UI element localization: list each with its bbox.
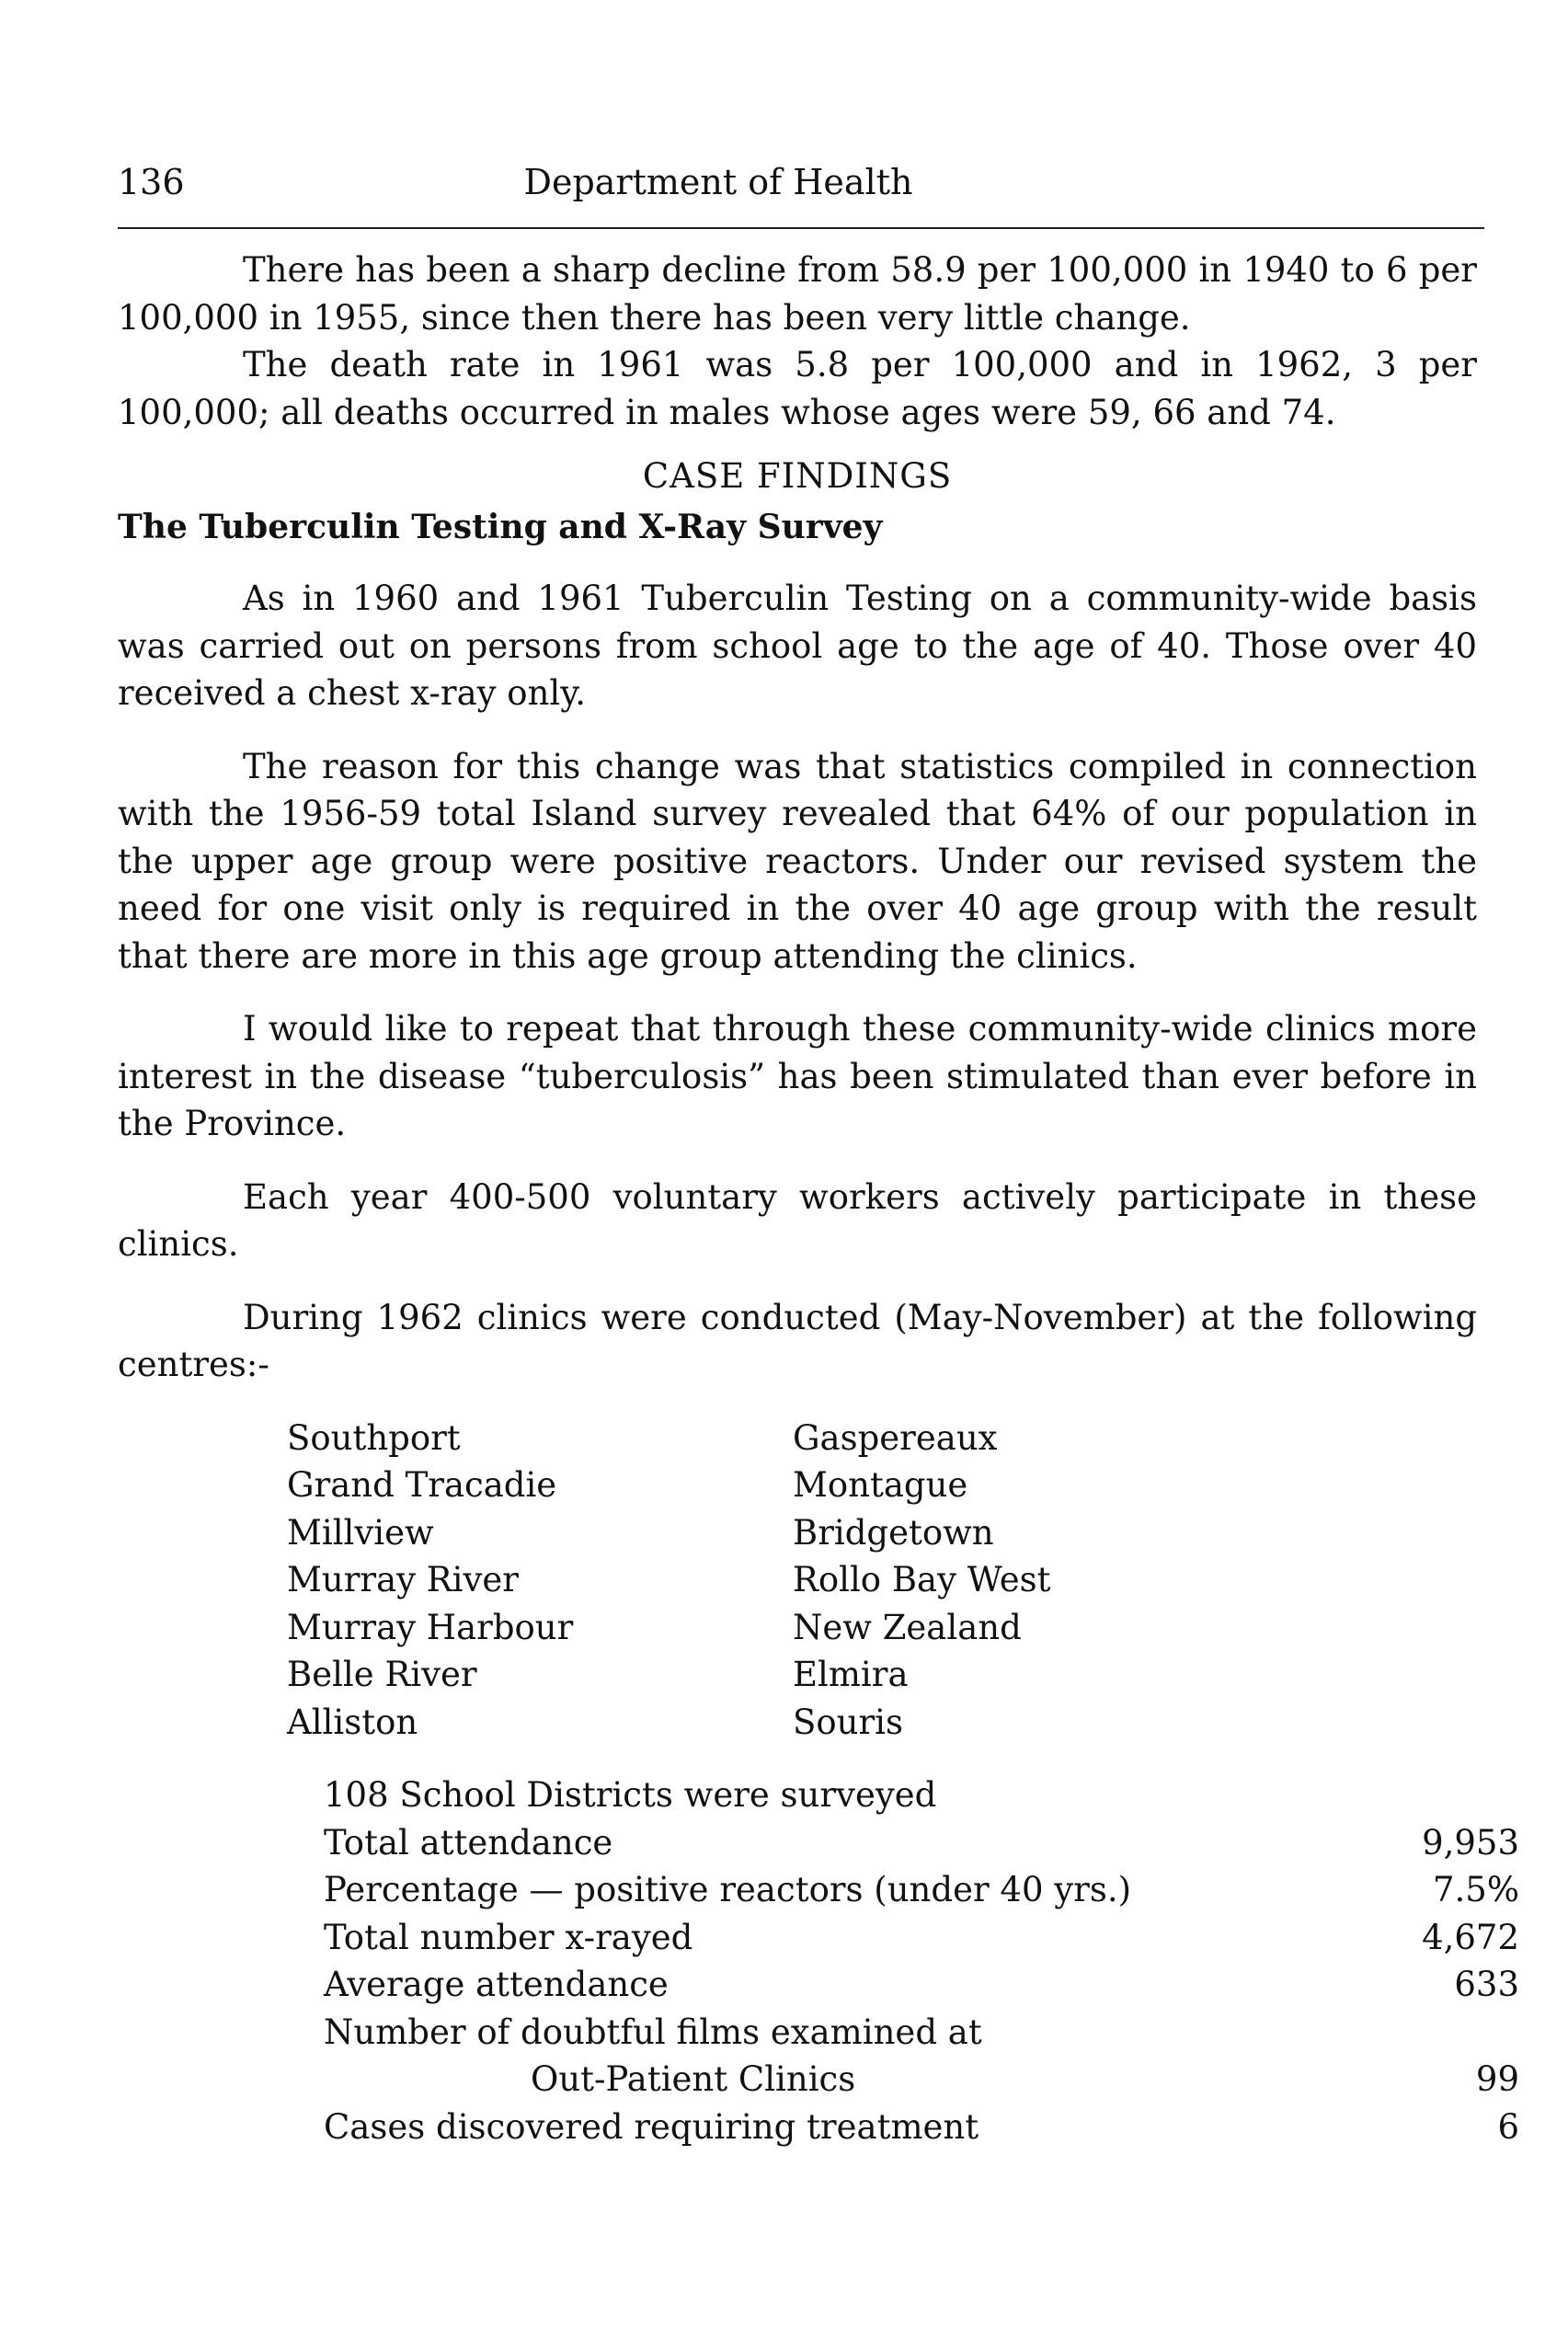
stat-value: 4,672 [1422,1917,1519,1957]
stat-label: Total attendance [324,1822,613,1863]
survey-statistics [324,1771,1519,2150]
centre-item: Elmira [793,1655,909,1694]
page-number: 136 [118,162,185,202]
running-title: Department of Health [523,162,913,202]
stat-value: 7.5% [1433,1870,1519,1909]
centre-item: Gaspereaux [793,1417,998,1458]
paragraph: During 1962 clinics were conducted (May-November) at the following centres:- [118,1297,1477,1384]
centre-item: Grand Tracadie [287,1465,557,1505]
centres-right-column [793,1415,1253,1747]
stat-row [324,1819,1519,1867]
stat-row [324,2009,1519,2057]
stat-value: 633 [1454,1965,1519,2004]
paragraph: There has been a sharp decline from 58.9 per 100,000 in 1940 to 6 per 100,000 in 1955, since then there has been very little change. [118,250,1477,338]
centre-item: Montague [793,1465,968,1505]
stat-label: Number of doubtful films examined at [324,2012,982,2052]
centres-left-column [287,1415,793,1747]
stat-label: 108 School Districts were surveyed [324,1775,937,1815]
stat-row [324,1771,1519,1819]
stat-row [324,2104,1519,2151]
header-rule [118,227,1484,229]
sub-heading: The Tuberculin Testing and X-Ray Survey [118,507,883,546]
centre-item: New Zealand [793,1607,1022,1647]
centre-item: Millview [287,1512,434,1553]
stat-label: Cases discovered requiring treatment [324,2106,979,2147]
centre-item: Southport [287,1417,461,1458]
stat-value: 99 [1475,2059,1519,2099]
centre-item: Bridgetown [793,1512,994,1553]
stat-value: 6 [1497,2106,1519,2147]
stat-value [1409,1771,1519,1819]
stat-label: Total number x-rayed [324,1917,693,1957]
stat-label: Average attendance [324,1965,669,2004]
paragraph: The reason for this change was that statistics compiled in connection with the 1956-59 total Island survey revealed that 64% of our population in the upper age group were positive reactors. Under our revised system the need for one visit only is required in the over 40 age group with the result that there are more in this age group attending the clinics. [118,746,1477,976]
centre-item: Belle River [287,1655,477,1694]
body-text [118,246,1519,2150]
stat-row [324,1914,1519,1962]
paragraph: Each year 400-500 voluntary workers actively participate in these clinics. [118,1176,1477,1264]
paragraph: As in 1960 and 1961 Tuberculin Testing on a community-wide basis was carried out on persons from school age to the age of 40. Those over 40 received a chest x-ray only. [118,579,1477,713]
stat-row [324,1866,1519,1914]
centre-item: Alliston [287,1702,418,1742]
stat-label: Out-Patient Clinics [531,2059,856,2099]
paragraph: The death rate in 1961 was 5.8 per 100,000 and in 1962, 3 per 100,000; all deaths occurred in males whose ages were 59, 66 and 74. [118,345,1477,432]
stat-label: Percentage — positive reactors (under 40 yrs.) [324,1870,1132,1909]
page-header [118,162,1484,208]
section-heading: CASE FINDINGS [642,456,953,496]
centre-item: Souris [793,1702,903,1742]
stat-row [324,1961,1519,2009]
centre-item: Murray River [287,1560,519,1599]
stat-value [1409,2009,1519,2057]
stat-row [324,2056,1519,2104]
stat-value: 9,953 [1422,1822,1519,1863]
centre-item: Rollo Bay West [793,1560,1051,1599]
centres-list [287,1415,1477,1747]
centre-item: Murray Harbour [287,1607,574,1647]
paragraph: I would like to repeat that through these community-wide clinics more interest in the disease “tuberculosis” has been stimulated than ever before in the Province. [118,1009,1477,1143]
